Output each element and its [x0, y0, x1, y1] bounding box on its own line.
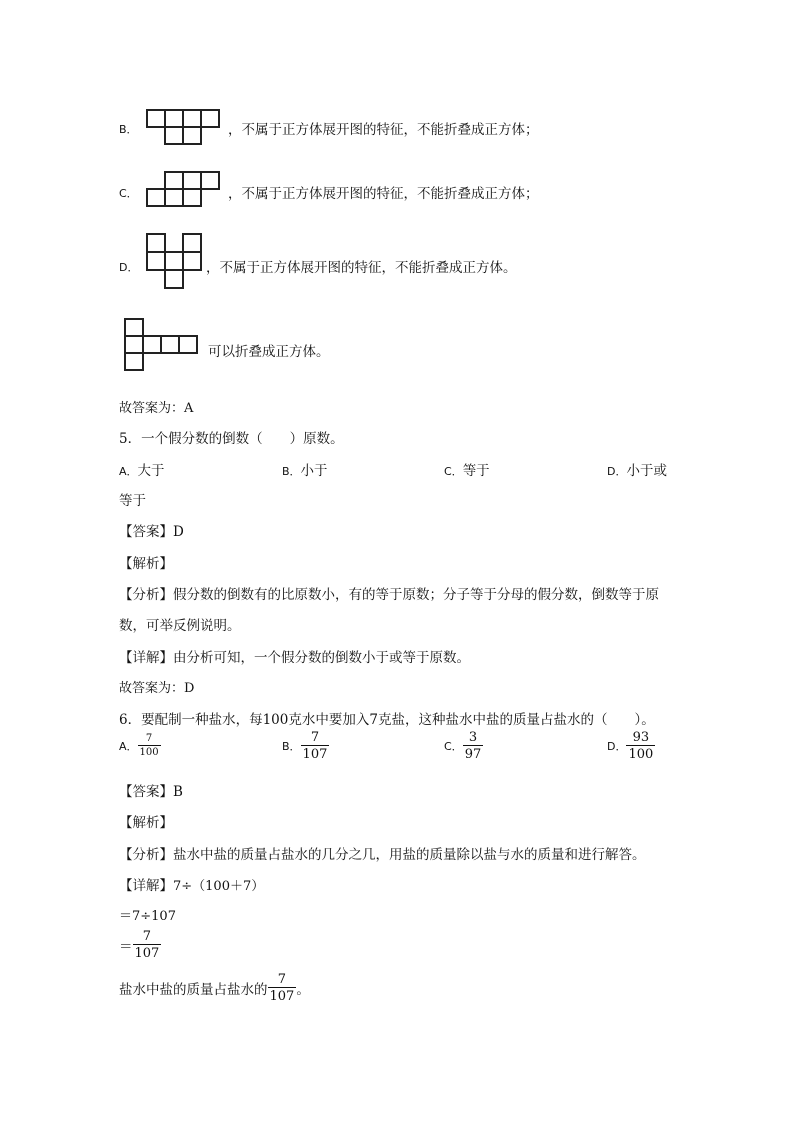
q6-step1: ＝7÷107 [119, 909, 176, 924]
q5-answer: 【答案】D [119, 524, 184, 540]
option-label: B． [119, 123, 138, 136]
q6-option-b: B． $\frac{7}{107}$ [282, 730, 328, 762]
option-label: C． [119, 187, 138, 200]
q6-final: 盐水中盐的质量占盐水的 $\frac{7}{107}$ 。 [119, 972, 310, 1004]
q5-analysis-title: 【解析】 [119, 556, 173, 572]
q6-option-d: D． $\frac{93}{100}$ [607, 730, 654, 762]
q5-option-b: B．小于 [282, 463, 328, 479]
q6-option-c: C． $\frac{3}{97}$ [444, 730, 482, 762]
q5-option-a: A．大于 [119, 463, 165, 479]
option-text: ，不属于正方体展开图的特征，不能折叠成正方体。 [206, 260, 517, 276]
q6-xiangjie: 【详解】7÷（100＋7） [119, 878, 265, 894]
option-text: ，不属于正方体展开图的特征，不能折叠成正方体； [228, 122, 539, 138]
q6-step2: ＝ $\frac{7}{107}$ [119, 929, 160, 961]
q5-option-d: D．小于或 [607, 463, 667, 479]
option-label: D． [119, 261, 139, 274]
q5-option-c: C．等于 [444, 463, 490, 479]
q6-answer: 【答案】B [119, 784, 183, 800]
q5-conclusion: 故答案为：D [119, 681, 195, 696]
option-text: ，不属于正方体展开图的特征，不能折叠成正方体； [228, 186, 539, 202]
q6-fenxi: 【分析】盐水中盐的质量占盐水的几分之几，用盐的质量除以盐与水的质量和进行解答。 [119, 847, 646, 863]
option-text: 可以折叠成正方体。 [208, 344, 330, 360]
q6-analysis-title: 【解析】 [119, 815, 173, 831]
q6-option-a: A． $\frac{7}{100}$ [119, 733, 159, 758]
q5-option-d-continuation: 等于 [119, 493, 146, 509]
q4-conclusion: 故答案为：A [119, 401, 194, 416]
q5-fenxi-line2: 数，可举反例说明。 [119, 618, 241, 634]
q6-stem: 6．要配制一种盐水，每100克水中要加入7克盐，这种盐水中盐的质量占盐水的（ ）。 [119, 712, 655, 728]
q5-xiangjie: 【详解】由分析可知，一个假分数的倒数小于或等于原数。 [119, 650, 470, 666]
q5-stem: 5．一个假分数的倒数（ ）原数。 [119, 431, 344, 447]
q5-fenxi-line1: 【分析】假分数的倒数有的比原数小，有的等于原数；分子等于分母的假分数，倒数等于原 [119, 587, 659, 603]
